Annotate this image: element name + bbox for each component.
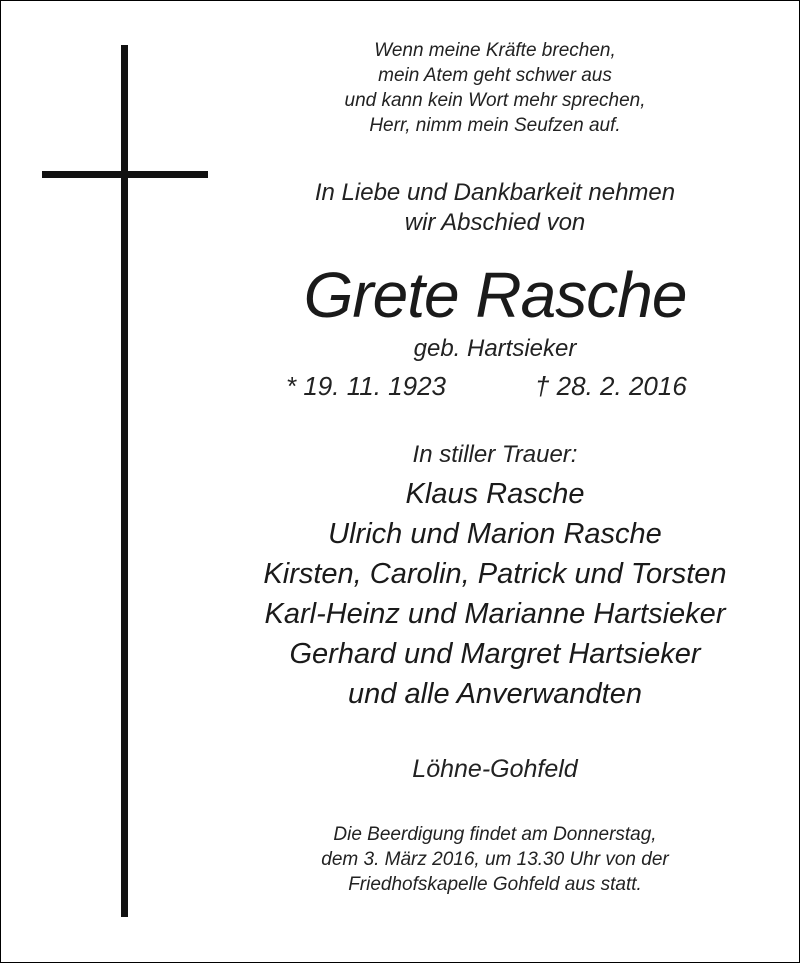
verse-line: und kann kein Wort mehr sprechen, <box>344 90 646 111</box>
deceased-name: Grete Rasche <box>303 259 687 331</box>
mourner-line: Kirsten, Carolin, Patrick und Torsten <box>263 558 727 590</box>
death-date: † 28. 2. 2016 <box>535 371 687 401</box>
funeral-info-line: dem 3. März 2016, um 13.30 Uhr von der <box>321 849 669 870</box>
birth-date: * 19. 11. 1923 <box>286 371 446 401</box>
mourners-heading: In stiller Trauer: <box>412 441 578 468</box>
mourner-line: Ulrich und Marion Rasche <box>328 518 662 550</box>
mourner-line: Klaus Rasche <box>405 478 585 510</box>
funeral-info-line: Die Beerdigung findet am Donnerstag, <box>333 824 657 845</box>
maiden-name: geb. Hartsieker <box>413 335 577 362</box>
place-name: Löhne-Gohfeld <box>412 755 578 783</box>
cross-icon-beam <box>42 171 208 178</box>
verse-line: mein Atem geht schwer aus <box>378 65 612 86</box>
verse-line: Herr, nimm mein Seufzen auf. <box>369 115 621 136</box>
intro-line: In Liebe und Dankbarkeit nehmen <box>314 179 676 206</box>
mourner-line: Gerhard und Margret Hartsieker <box>289 638 701 670</box>
mourner-line: Karl-Heinz und Marianne Hartsieker <box>264 598 726 630</box>
verse-line: Wenn meine Kräfte brechen, <box>374 40 616 61</box>
funeral-info-line: Friedhofskapelle Gohfeld aus statt. <box>348 874 642 895</box>
intro-line: wir Abschied von <box>404 209 586 236</box>
mourner-line: und alle Anverwandten <box>348 678 642 710</box>
